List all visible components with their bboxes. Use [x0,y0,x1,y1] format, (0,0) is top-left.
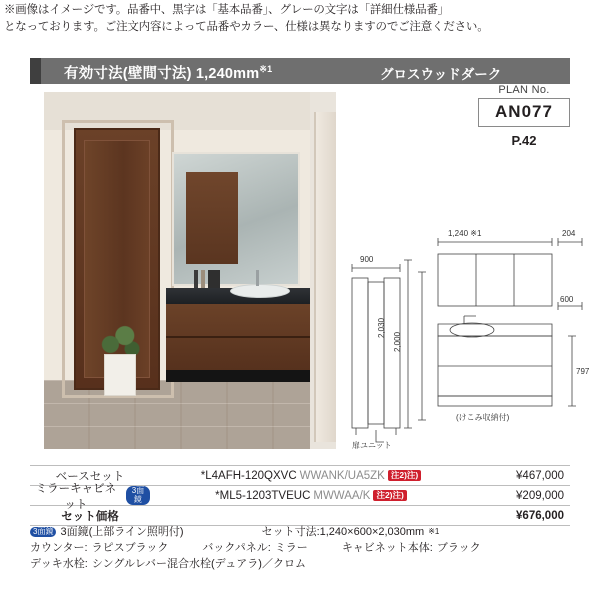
dim-797-text: 797 [576,367,590,376]
photo-basin [230,284,290,298]
cabinet-value: ブラック [436,542,481,554]
counter-value: ラピスブラック [91,542,169,554]
photo-cabinet-seam [166,336,310,338]
dim-900-text: 900 [360,255,374,264]
technical-drawing [344,220,590,460]
effective-size-note: ※1 [259,64,273,75]
photo-bottles [194,270,220,288]
dim-width-text: 1,240 ※1 [448,229,482,238]
dim-depth-text: 204 [562,229,576,238]
detail-line-mirror [30,524,570,540]
cabinet-label: キャビネット本体: [341,542,433,554]
notice-line-1: ※画像はイメージです。品番中、黒字は「基本品番」、グレーの文字は「詳細仕様品番」 [4,4,449,16]
row-price: ¥209,000 [516,489,564,502]
detail-line-faucet [30,556,570,572]
detail-block [30,524,570,572]
plan-no-value: AN077 [478,98,570,127]
row-price: ¥676,000 [516,509,564,522]
dim-600-text: 600 [560,295,574,304]
photo-faucet [256,270,259,286]
row-note-badge: 注2)注) [388,470,421,481]
effective-size-label [64,62,272,83]
door-unit-label: 扉ユニット [352,441,392,450]
table-row [30,482,570,511]
mirror-description: 3面鏡(上部ライン照明付) [60,526,184,538]
detail-line-counter [30,540,570,556]
series-name: グロスウッドダーク [380,67,502,82]
photo-right-door [314,112,336,442]
row-price: ¥467,000 [516,469,564,482]
row-code-grey: MWWAA/K [313,489,371,502]
photo-base-cabinet [166,304,310,370]
faucet-value: シングルレバー混合水栓(デュアラ)／クロム [91,558,306,570]
drawing-svg [344,220,590,460]
backpanel-label: バックパネル: [202,542,271,554]
photo-mirror-cabinet [172,152,300,286]
notice-line-2: となっております。ご注文内容によって品番やカラー、仕様は異なりますのでご注意ください。 [4,21,489,33]
header-tab-marker [30,58,41,84]
row-note-badge: 注2)注) [373,490,406,501]
plan-box [478,84,570,148]
row-code [150,470,472,482]
effective-size-text: 有効寸法(壁間寸法) 1,240mm [64,66,260,82]
page-no: P.42 [511,133,537,148]
row-code-grey: WWANK/UA5ZK [299,469,385,482]
photo-plant-pot [104,354,136,396]
spec-table [30,465,570,526]
kekomi-note-text: (けこみ収納付) [456,413,510,422]
row-code-main: *L4AFH-120QXVC [200,469,297,482]
row-label-text: ミラーキャビネット [35,482,117,511]
top-notice [0,2,600,36]
table-row-total [30,506,570,526]
backpanel-value: ミラー [274,542,308,554]
photo-kick-panel [166,370,310,382]
row-label: セット価格 [61,510,119,523]
header-band [30,58,570,84]
dim-2030-text: 2,030 [377,317,386,338]
faucet-label: デッキ水栓: [30,558,88,570]
set-size-text: セット寸法:1,240×600×2,030mm [261,526,425,538]
counter-label: カウンター: [30,542,88,554]
mirror-type-badge: 3面鏡 [30,527,56,538]
photo-mirror-reflection [186,172,238,264]
mirror-type-badge: 3面鏡 [126,486,150,506]
plan-no-label: PLAN No. [498,84,550,96]
row-code-main: *ML5-1203TVEUC [215,489,311,502]
dim-2000-text: 2,000 [393,331,402,352]
room-photo [44,92,336,449]
row-label: ベースセット [55,470,125,483]
row-code [150,490,472,502]
set-size-note: ※1 [428,527,440,536]
